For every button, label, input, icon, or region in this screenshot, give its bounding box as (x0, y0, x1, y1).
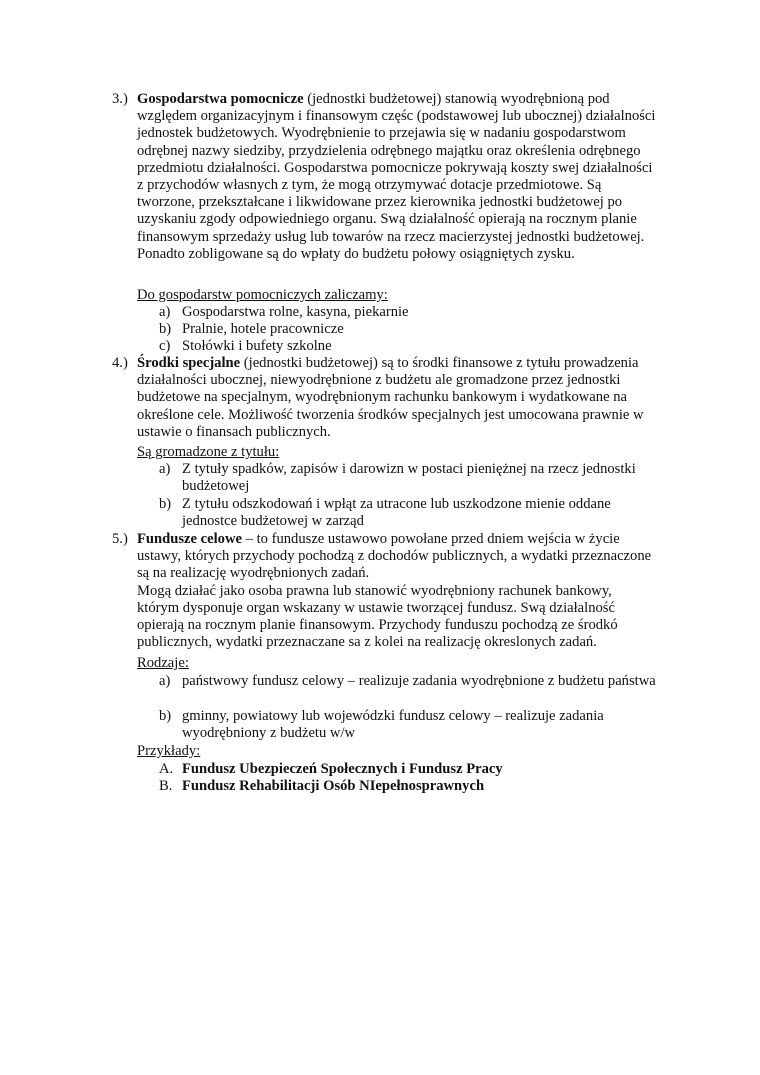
list-text: Fundusz Rehabilitacji Osób NIepełnosprawnych (182, 778, 485, 794)
list-text: państwowy fundusz celowy – realizuje zadania wyodrębnione z budżetu państwa (182, 673, 656, 689)
section-paragraph (137, 355, 657, 441)
list-label: a) (159, 461, 171, 477)
list-label: a) (159, 304, 171, 320)
list-text: gminny, powiatowy lub wojewódzki fundusz celowy – realizuje zadania wyodrębniony z budżetu w/w (182, 708, 604, 742)
list-label: B. (159, 778, 173, 794)
list-text: Z tytuły spadków, zapisów i darowizn w postaci pieniężnej na rzecz jednostki budżetowej (182, 461, 636, 495)
list-text: Pralnie, hotele pracownicze (182, 321, 344, 337)
list-label: b) (159, 708, 172, 724)
section-number: 3.) (112, 91, 128, 107)
section-number: 4.) (112, 355, 128, 371)
list-label: b) (159, 321, 172, 337)
section-text: – to fundusze ustawowo powołane przed dniem wejścia w życie ustawy, których przychody pochodzą z dochodów publicznych, a wydatki przeznaczone są na realizację wyodrębnionych zadań. (137, 531, 652, 582)
section-title: Środki specjalne (137, 355, 241, 371)
section-paragraph (137, 531, 657, 651)
list-label: A. (159, 761, 174, 777)
sub-heading: Są gromadzone z tytułu: (137, 444, 280, 460)
list-label: c) (159, 338, 171, 354)
sub-heading: Do gospodarstw pomocniczych zaliczamy: (137, 287, 388, 303)
list-label: a) (159, 673, 171, 689)
section-title: Gospodarstwa pomocnicze (137, 91, 304, 107)
sub-heading: Przykłady: (137, 743, 201, 759)
section-extra-text: Mogą działać jako osoba prawna lub stanowić wyodrębniony rachunek bankowy, którym dysponuje organ wskazany w ustawie tworzącej fundusz. Swą działalność opierają na rocznym planie finansowym. Przychody funduszu pochodzą ze środkó publicznych, wydatki przeznaczane sa z kolei na realizację okreslonych zadań. (137, 582, 618, 651)
list-text: Z tytułu odszkodowań i wpłąt za utracone lub uszkodzone mienie oddane jednostce budżetowej w zarząd (182, 496, 611, 530)
list-label: b) (159, 496, 172, 512)
sub-heading: Rodzaje: (137, 655, 189, 671)
section-paragraph (137, 91, 657, 263)
section-text: (jednostki budżetowej) stanowią wyodrębnioną pod względem organizacyjnym i finansowym częśc (podstawowej lub ubocznej) działalności jednostek budżetowych. Wyodrębnienie to przejawia się w nadaniu gospodarstwom odrębnej nazwy siedziby, przydzielenia odrębnego majątku oraz określenia odrębnego przedmiotu działalności. Gospodarstwa pomocnicze pokrywają koszty swej działalności z przychodów własnych z tym, że mogą otrzymywać dotacje przedmiotowe. Są tworzone, przekształcane i likwidowane przez kierownika jednostki budżetowej po uzyskaniu zgody odpowiedniego organu. Swą działalność opierają na rocznym planie finansowym sprzedaży usług lub towarów na rzecz macierzystej jednostki budżetowej. Ponadto zobligowane są do wpłaty do budżetu połowy osiągniętych zysku. (137, 91, 656, 262)
list-text: Fundusz Ubezpieczeń Społecznych i Fundusz Pracy (182, 761, 503, 777)
section-number: 5.) (112, 531, 128, 547)
section-text: (jednostki budżetowej) są to środki finansowe z tytułu prowadzenia działalności ubocznej, niewyodrębnione z budżetu ale gromadzone przez jednostki budżetowe na specjalnym, wyodrębnionym rachunku bankowym i wydatkowane na określone cele. Możliwość tworzenia środków specjalnych jest umocowana prawnie w ustawie o finansach publicznych. (137, 355, 644, 440)
section-title: Fundusze celowe (137, 531, 242, 547)
list-text: Gospodarstwa rolne, kasyna, piekarnie (182, 304, 409, 320)
list-text: Stołówki i bufety szkolne (182, 338, 332, 354)
